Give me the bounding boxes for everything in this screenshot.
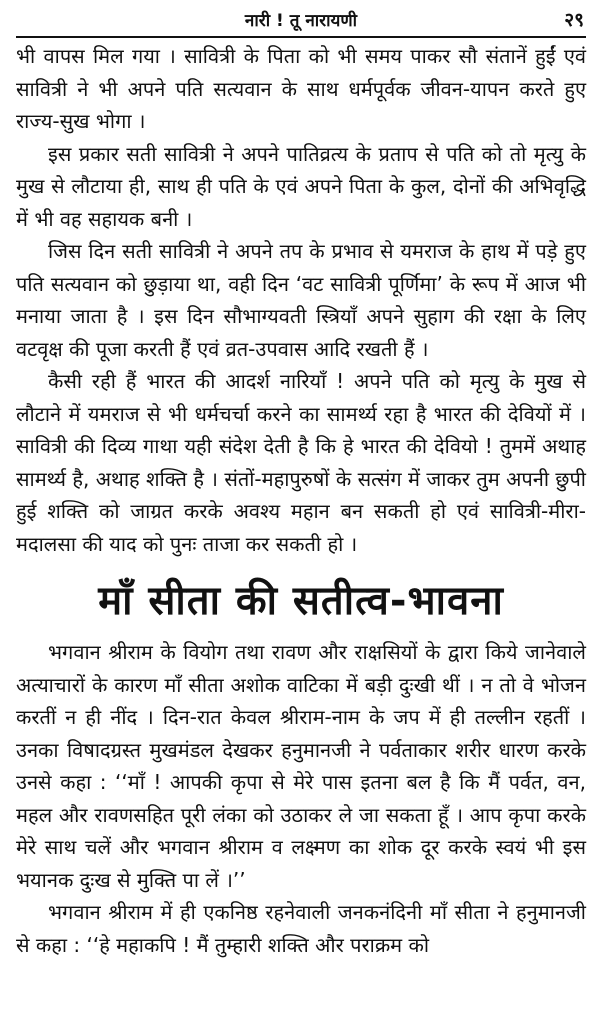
- paragraph: भगवान श्रीराम के वियोग तथा रावण और राक्षसियों के द्वारा किये जानेवाले अत्याचारों के कारण माँ सीता अशोक वाटिका में बड़ी दुःखी थीं । न तो वे भोजन करतीं न ही नींद । दिन-रात केवल श्रीराम-नाम के जप में ही तल्लीन रहतीं । उनका विषादग्रस्त मुखमंडल देखकर हनुमानजी ने पर्वताकार शरीर धारण करके उनसे कहा : ‘‘माँ ! आपकी कृपा से मेरे पास इतना बल है कि मैं पर्वत, वन, महल और रावणसहित पूरी लंका को उठाकर ले जा सकता हूँ । आप कृपा करके मेरे साथ चलें और भगवान श्रीराम व लक्ष्मण का शोक दूर करके स्वयं भी इस भयानक दुःख से मुक्ति पा लें ।’’: [16, 640, 586, 892]
- body-text-bottom: [16, 636, 586, 961]
- paragraph: कैसी रही हैं भारत की आदर्श नारियाँ ! अपने पति को मृत्यु के मुख से लौटाने में यमराज से भी धर्मचर्चा करने का सामर्थ्य रहा है भारत की देवियों में । सावित्री की दिव्य गाथा यही संदेश देती है कि हे भारत की देवियो ! तुममें अथाह सामर्थ्य है, अथाह शक्ति है । संतों-महापुरुषों के सत्संग में जाकर तुम अपनी छुपी हुई शक्ति को जाग्रत करके अवश्य महान बन सकती हो एवं सावित्री-मीरा-मदालसा की याद को पुनः ताजा कर सकती हो ।: [16, 369, 586, 556]
- section-title: माँ सीता की सतीत्व-भावना: [98, 578, 504, 624]
- paragraph: भगवान श्रीराम में ही एकनिष्ठ रहनेवाली जनकनंदिनी माँ सीता ने हनुमानजी से कहा : ‘‘हे महाकपि ! मैं तुम्हारी शक्ति और पराक्रम को: [16, 900, 586, 957]
- paragraph: इस प्रकार सती सावित्री ने अपने पातिव्रत्य के प्रताप से पति को तो मृत्यु के मुख से लौटाया ही, साथ ही पति के एवं अपने पिता के कुल, दोनों की अभिवृद्धि में भी वह सहायक बनी ।: [16, 141, 586, 231]
- body-text-top: [16, 40, 586, 560]
- running-title: नारी ! तू नारायणी: [244, 11, 358, 31]
- paragraph: भी वापस मिल गया । सावित्री के पिता को भी समय पाकर सौ संतानें हुईं एवं सावित्री ने भी अपने पति सत्यवान के साथ धर्मपूर्वक जीवन-यापन करते हुए राज्य-सुख भोगा ।: [16, 44, 586, 133]
- page-number: २९: [564, 9, 584, 31]
- paragraph: जिस दिन सती सावित्री ने अपने तप के प्रभाव से यमराज के हाथ में पड़े हुए पति सत्यवान को छुड़ाया था, वही दिन ‘वट सावित्री पूर्णिमा’ के रूप में आज भी मनाया जाता है । इस दिन सौभाग्यवती स्त्रियाँ अपने सुहाग की रक्षा के लिए वटवृक्ष की पूजा करती हैं एवं व्रत-उपवास आदि रखती हैं ।: [16, 239, 586, 361]
- page-header: [16, 4, 586, 38]
